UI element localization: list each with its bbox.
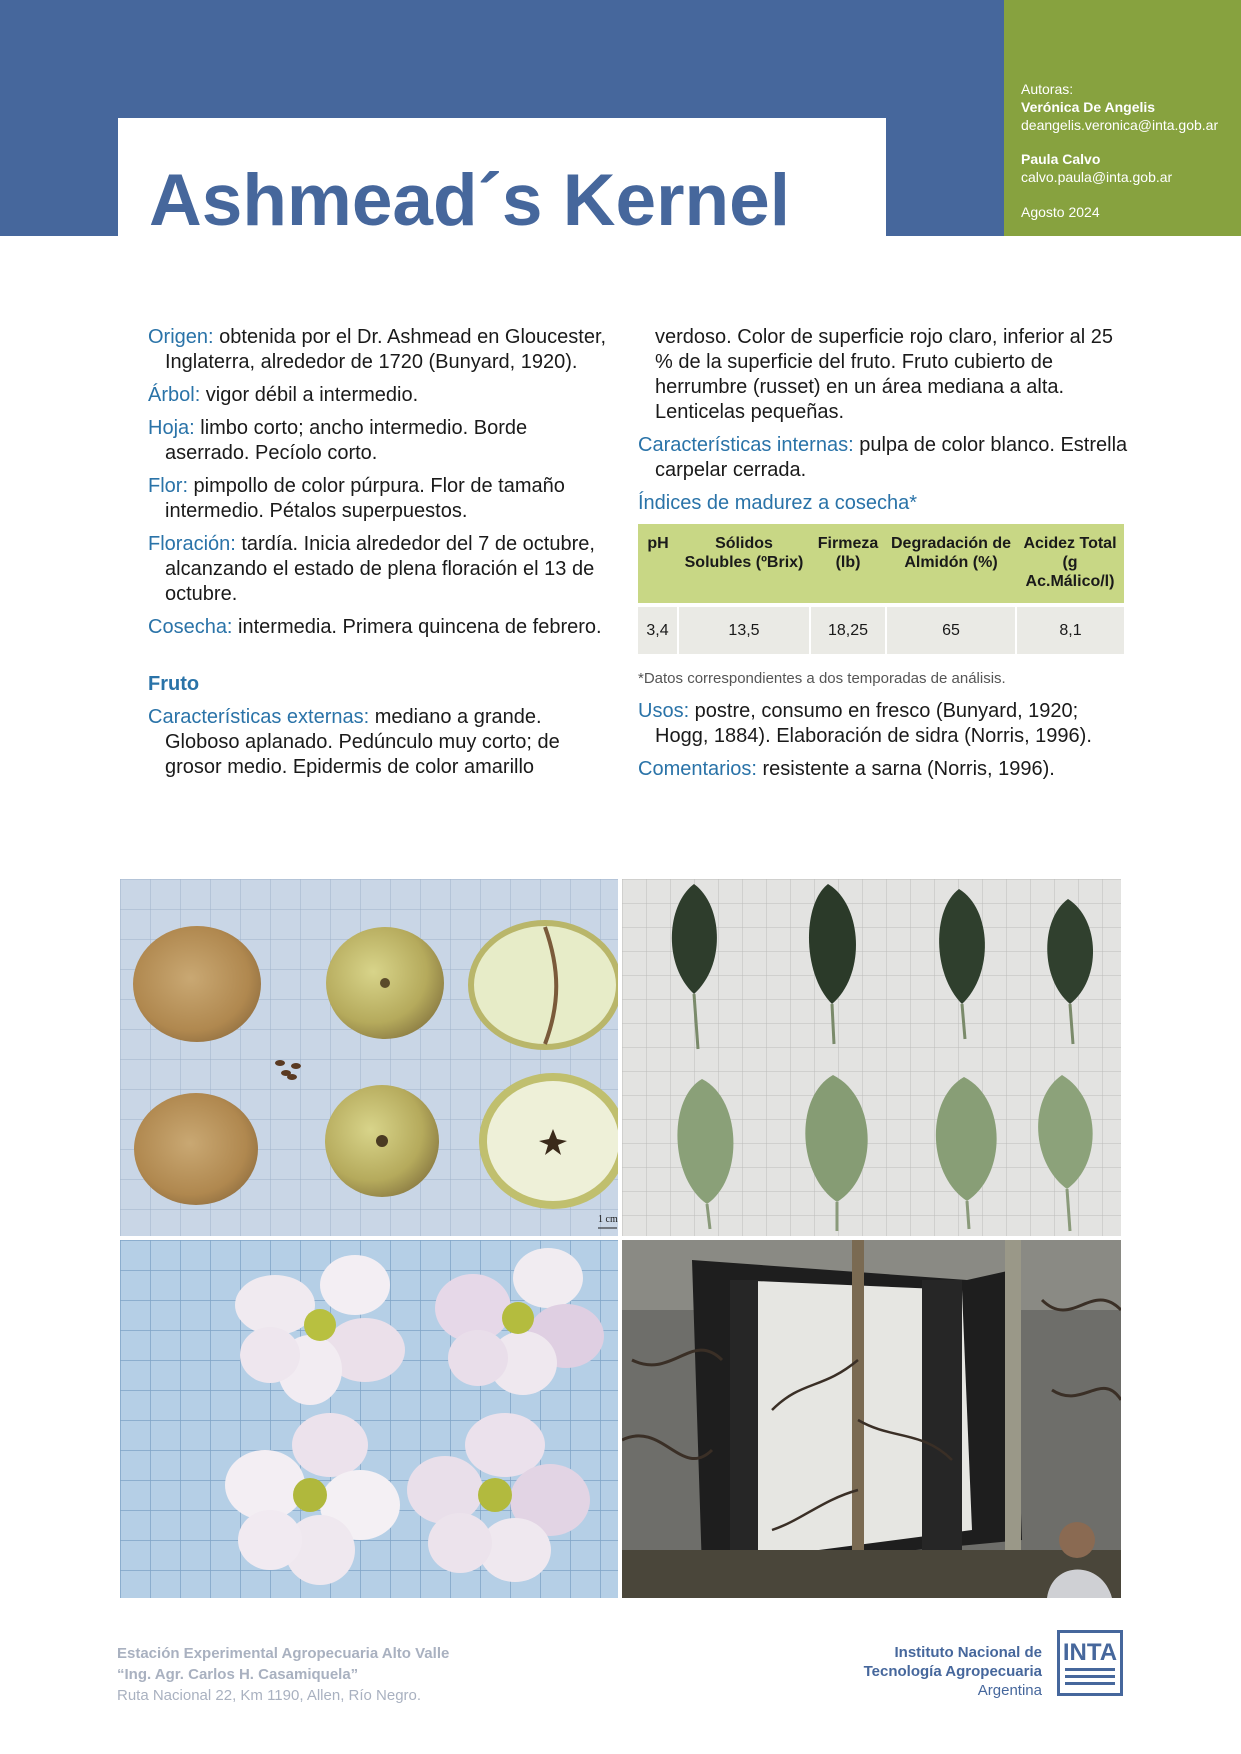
station-name: Estación Experimental Agropecuaria Alto Valle	[117, 1645, 450, 1662]
scale-label: 1 cm	[598, 1214, 618, 1225]
author1-email[interactable]: deangelis.veronica@inta.gob.ar	[1021, 117, 1219, 133]
table-header-row	[638, 524, 1124, 605]
table-cell: 3,4	[638, 605, 678, 654]
leaf-photo	[622, 879, 1121, 1236]
arbol-entry	[148, 383, 608, 408]
usos-entry	[638, 699, 1128, 749]
table-header: pH	[638, 524, 678, 605]
hoja-entry	[148, 416, 608, 466]
floracion-entry	[148, 532, 608, 607]
cosecha-label: Cosecha:	[148, 616, 233, 638]
origen-text: obtenida por el Dr. Ashmead en Gloucester, Inglaterra, alrededor de 1720 (Bunyard, 1920).	[165, 326, 607, 373]
institute-line1: Instituto Nacional de	[894, 1644, 1042, 1661]
photo-grid	[120, 879, 1121, 1598]
authors-panel	[1004, 0, 1241, 236]
comentarios-text: resistente a sarna (Norris, 1996).	[756, 758, 1055, 780]
table-header: Firmeza (lb)	[810, 524, 886, 605]
institute-country: Argentina	[977, 1682, 1042, 1699]
table-header: Degradación de Almidón (%)	[886, 524, 1016, 605]
maturity-table	[638, 524, 1124, 654]
internas-entry	[638, 433, 1128, 483]
institute-info	[800, 1643, 1042, 1700]
flower-photo	[120, 1240, 618, 1598]
flor-label: Flor:	[148, 475, 188, 497]
externas-continued: verdoso. Color de superficie rojo claro, inferior al 25 % de la superficie del fruto. Fruto cubierto de herrumbre (russet) en un área mediana a alta. Lenticelas pequeñas.	[655, 326, 1113, 423]
orchard-photo	[622, 1240, 1121, 1598]
station-info	[117, 1643, 449, 1706]
floracion-label: Floración:	[148, 533, 236, 555]
externas-label: Características externas:	[148, 706, 370, 728]
author2-name: Paula Calvo	[1021, 151, 1101, 167]
cosecha-entry	[148, 615, 608, 640]
externas-entry	[148, 705, 608, 780]
usos-text: postre, consumo en fresco (Bunyard, 1920; Hogg, 1884). Elaboración de sidra (Norris, 1996).	[655, 700, 1092, 747]
table-cell: 8,1	[1016, 605, 1124, 654]
table-cell: 13,5	[678, 605, 810, 654]
logo-text: INTA	[1062, 1639, 1118, 1666]
cosecha-text: intermedia. Primera quincena de febrero.	[232, 616, 602, 638]
flor-text: pimpollo de color púrpura. Flor de tamaño intermedio. Pétalos superpuestos.	[165, 475, 565, 522]
arbol-label: Árbol:	[148, 384, 201, 406]
author1-name: Verónica De Angelis	[1021, 99, 1156, 115]
comentarios-label: Comentarios:	[638, 758, 757, 780]
station-dedication: “Ing. Agr. Carlos H. Casamiquela”	[117, 1666, 359, 1683]
origen-entry	[148, 325, 608, 375]
author2-email[interactable]: calvo.paula@inta.gob.ar	[1021, 169, 1173, 185]
arbol-text: vigor débil a intermedio.	[200, 384, 419, 406]
hoja-text: limbo corto; ancho intermedio. Borde aserrado. Pecíolo corto.	[165, 417, 528, 464]
right-column	[638, 325, 1128, 790]
title-box	[118, 118, 886, 248]
floracion-text: tardía. Inicia alrededor del 7 de octubre, alcanzando el estado de plena floración el 13 de octubre.	[165, 533, 595, 605]
table-cell: 18,25	[810, 605, 886, 654]
left-column	[148, 325, 608, 788]
authors-label: Autoras:	[1021, 81, 1074, 97]
hoja-label: Hoja:	[148, 417, 195, 439]
page-title: Ashmead´s Kernel	[149, 160, 790, 241]
station-address: Ruta Nacional 22, Km 1190, Allen, Río Negro.	[117, 1687, 422, 1704]
usos-label: Usos:	[638, 700, 690, 722]
flor-entry	[148, 474, 608, 524]
publication-date: Agosto 2024	[1021, 204, 1100, 220]
table-cell: 65	[886, 605, 1016, 654]
comentarios-entry	[638, 757, 1128, 782]
origen-label: Origen:	[148, 326, 214, 348]
indices-title: Índices de madurez a cosecha*	[638, 492, 918, 514]
table-footnote: *Datos correspondientes a dos temporadas de análisis.	[638, 670, 1006, 687]
table-header: Acidez Total (g Ac.Málico/l)	[1016, 524, 1124, 605]
institute-line2: Tecnología Agropecuaria	[863, 1663, 1042, 1680]
table-header: Sólidos Solubles (ºBrix)	[678, 524, 810, 605]
internas-label: Características internas:	[638, 434, 854, 456]
fruto-heading: Fruto	[148, 673, 200, 695]
table-row	[638, 605, 1124, 654]
fruit-photo	[120, 879, 618, 1236]
inta-logo	[1057, 1630, 1123, 1696]
externas-text: mediano a grande. Globoso aplanado. Pedúnculo muy corto; de grosor medio. Epidermis de color amarillo	[165, 706, 560, 778]
internas-text: pulpa de color blanco. Estrella carpelar cerrada.	[655, 434, 1128, 481]
